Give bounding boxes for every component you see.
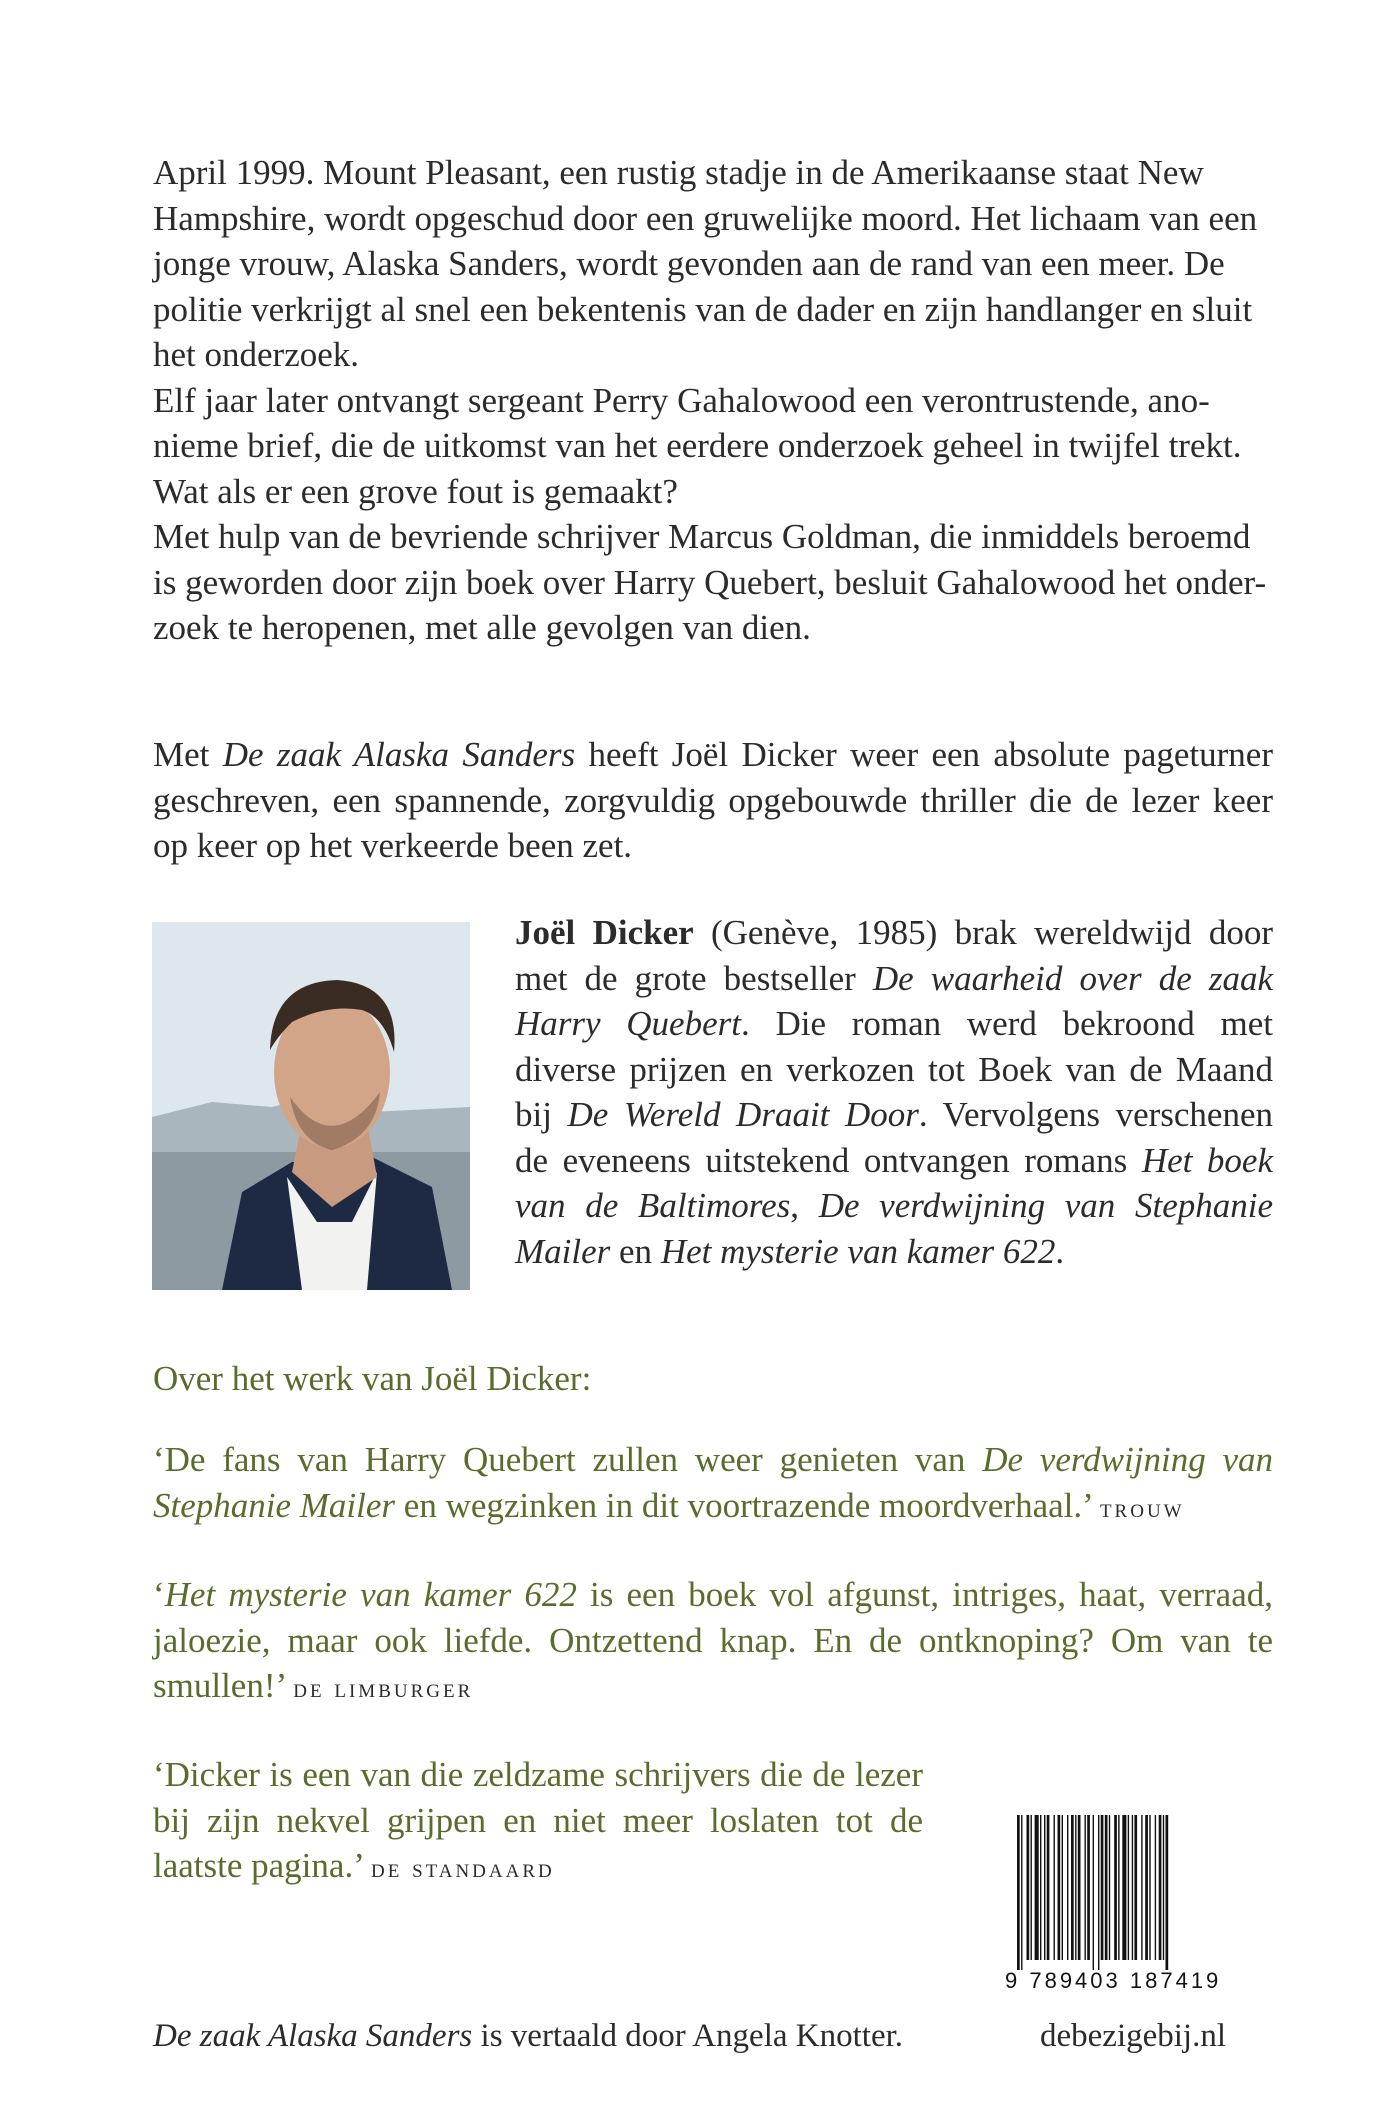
barcode-bar [1017,1815,1020,1970]
barcode-bar [1027,1815,1030,1960]
author-tv-show: De Wereld Draait Door [567,1095,919,1134]
barcode-bar [1122,1815,1126,1960]
quote-source: trouw [1099,1492,1185,1523]
review-quote-trouw [153,1437,1273,1531]
barcode-bar [1145,1815,1148,1960]
barcode-bar [1098,1815,1099,1970]
quote-text: is een boek vol afgunst, intriges, haat, verraad, jaloezie, maar ook liefde. Ontzettend knap. En de ontknoping? Om van te smullen!’ [153,1575,1273,1705]
synopsis-line: politie verkrijgt al snel een bekentenis van de dader en zijn handlanger en sluit [153,289,1253,329]
synopsis-line: April 1999. Mount Pleasant, een rustig stadje in de Amerikaanse staat New [153,153,1204,192]
quote-source: de limburger [293,1673,474,1703]
barcode-bar [1134,1815,1137,1960]
author-book-4: Het mysterie van kamer 622 [660,1231,1056,1271]
barcode-bar [1075,1815,1076,1960]
barcode-bar [1159,1815,1162,1960]
barcode-bar [1109,1815,1110,1960]
barcode-bar [1163,1815,1164,1960]
barcode-bar [1035,1815,1039,1960]
publisher-website[interactable]: debezigebij.nl [1040,2018,1227,2054]
translator-book-title: De zaak Alaska Sanders [153,2018,473,2054]
barcode-bar [1105,1815,1108,1960]
barcode-bar [1141,1815,1142,1960]
synopsis-line: Met hulp van de bevriende schrijver Marcus Goldman, die inmiddels beroemd [153,517,1251,556]
translator-text: is vertaald door Angela Knotter. [472,2018,904,2054]
quote-text: ‘De fans van Harry Quebert zullen weer genieten van [153,1440,983,1479]
author-book-1: De waarheid over de zaak Harry Quebert [515,958,1273,1043]
author-bio-text-4: , [790,1186,819,1225]
reviews-heading: Over het werk van Joël Dicker: [153,1359,592,1398]
review-quote-standaard [153,1752,923,1892]
quote-source: de standaard [371,1853,555,1883]
review-quote-limburger [153,1572,1273,1712]
barcode-bar [1078,1815,1081,1960]
barcode-bar [1149,1815,1150,1960]
barcode-bar [1021,1815,1022,1970]
author-bio-text-2: . Die roman werd bekroond met diverse prijzen en verkozen tot Boek van de Maand bij [515,1004,1273,1134]
synopsis-line: zoek te heropenen, met alle gevolgen van dien. [153,608,811,647]
barcode-bar [1128,1815,1129,1960]
author-bio [515,910,1273,1274]
barcode-bar [1114,1815,1117,1960]
barcode-bar [1132,1815,1133,1960]
quote-text: ‘Dicker is een van die zeldzame schrijvers die de lezer bij zijn nekvel grijpen en niet meer loslaten tot de laatste pagina.’ [153,1755,923,1885]
author-name: Joël Dicker [515,913,694,952]
barcode-bar [1047,1815,1050,1960]
quote-book-title: De verdwijning van Stephanie Mailer [153,1440,1273,1525]
barcode [1015,1815,1277,1970]
author-bio-text-3: . Vervolgens verschenen de eveneens uitstekend ontvangen romans [515,1095,1274,1180]
isbn-digits: 9 789403 187419 [1005,1968,1222,1993]
synopsis-line: het onderzoek. [153,335,360,374]
quote-book-title: Het mysterie van kamer 622 [164,1575,577,1614]
author-bio-text-6: . [1055,1231,1065,1271]
translator-credit [153,2018,903,2055]
promo-book-title: De zaak Alaska Sanders [222,735,576,774]
promo-prefix: Met [153,735,223,774]
author-book-2: Het boek van de Baltimores [515,1140,1273,1225]
synopsis-line: Elf jaar later ontvangt sergeant Perry Gahalowood een verontrustende, ano- [153,380,1210,420]
synopsis-line: is geworden door zijn boek over Harry Quebert, besluit Gahalowood het onder- [153,562,1267,602]
synopsis-line: Hampshire, wordt opgeschud door een gruwelijke moord. Het lichaam van een [153,198,1258,238]
barcode-bar [1067,1815,1068,1960]
barcode-bar [1101,1815,1104,1960]
barcode-bar [1087,1815,1090,1960]
barcode-bar [1058,1815,1061,1960]
barcode-bar [1155,1815,1156,1960]
barcode-bar [1062,1815,1063,1960]
barcode-bar [1054,1815,1055,1960]
quote-text: en wegzinken in dit voortrazende moordverhaal.’ [395,1485,1100,1525]
promo-paragraph [153,732,1273,869]
author-photo [152,922,470,1290]
synopsis-line: nieme brief, die de uitkomst van het eerdere onderzoek geheel in twijfel trekt. [153,426,1242,465]
barcode-bar [1040,1815,1041,1960]
barcode-bar [1031,1815,1032,1960]
synopsis-line: jonge vrouw, Alaska Sanders, wordt gevonden aan de rand van een meer. De [153,244,1225,283]
author-bio-text-5: en [610,1231,661,1271]
barcode-bar [1093,1815,1094,1970]
synopsis-line: Wat als er een grove fout is gemaakt? [153,471,678,511]
author-book-3: De verdwijning van Stephanie Mailer [515,1186,1274,1271]
author-bio-text-1: (Genève, 1985) brak wereldwijd door met de grote bestseller [515,913,1274,998]
quote-text: ‘ [153,1575,165,1614]
barcode-bar [1085,1815,1086,1960]
barcode-bar [1166,1815,1169,1970]
barcode-bar [1071,1815,1074,1960]
promo-text: heeft Joël Dicker weer een absolute pageturner geschreven, een spannende, zorgvuldig opgebouwde thriller die de lezer keer op keer op het verkeerde been zet. [153,735,1273,865]
synopsis [153,150,1273,651]
barcode-bar [1118,1815,1119,1960]
barcode-bar [1044,1815,1045,1960]
